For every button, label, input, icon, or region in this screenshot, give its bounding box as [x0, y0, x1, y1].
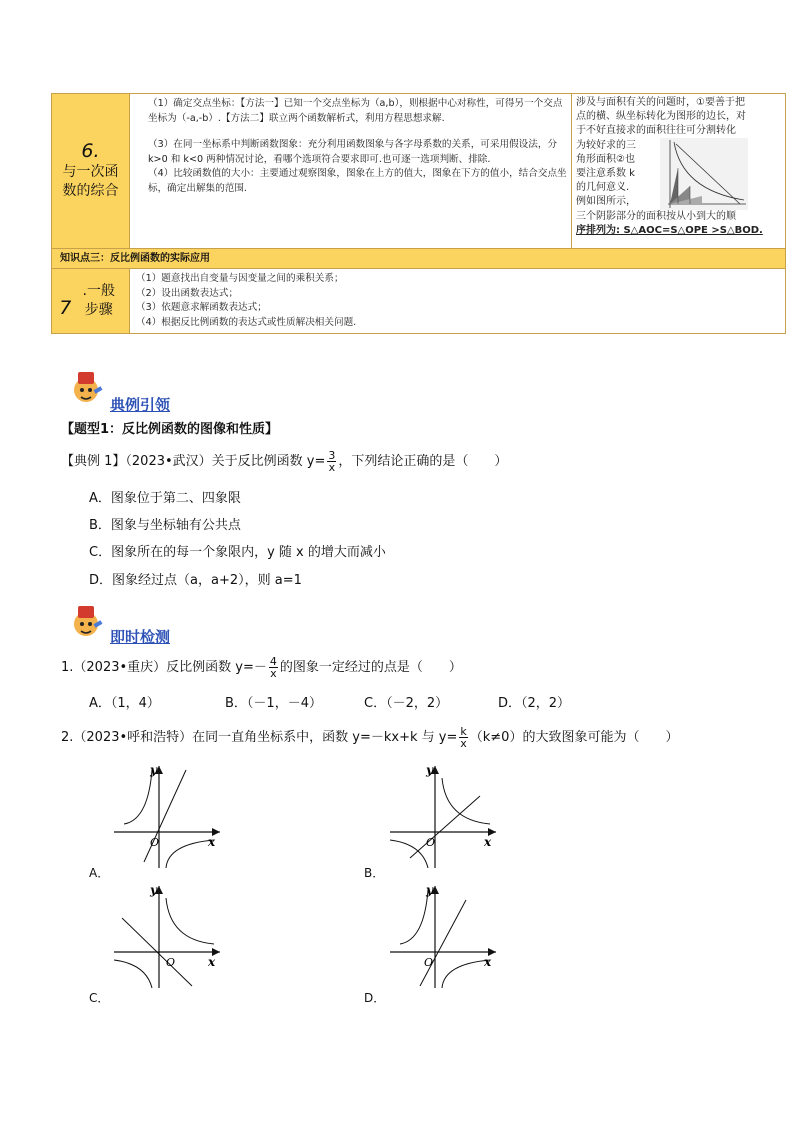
fraction-3-over-x [327, 450, 336, 473]
example-1-stem [61, 450, 507, 473]
area-figure [660, 138, 748, 210]
example-option-a: A．图象位于第二、四象限 [89, 491, 241, 506]
tip-line-4: 为较好求的三 [576, 139, 636, 151]
row6-number: 6. [81, 139, 100, 162]
topic-title: 【题型1：反比例函数的图像和性质】 [61, 422, 279, 437]
fraction-numerator: 3 [328, 449, 336, 462]
axis-label-y: y [150, 883, 157, 897]
axis-label-y: y [426, 883, 433, 897]
tip-line-7: 的几何意义. [576, 182, 630, 194]
q2-option-d: D． [364, 991, 386, 1005]
question-2-suffix: （k≠0）的大致图象可能为（ ） [469, 730, 679, 745]
row6-content [130, 94, 572, 249]
axis-label-x: x [484, 955, 492, 969]
q1-option-c: C．（－2，2） [364, 696, 449, 711]
fraction-denominator: x [460, 737, 467, 750]
question-2-prefix: 2.（2023•呼和浩特）在同一直角坐标系中，函数 y=－kx+k 与 y= [61, 730, 458, 745]
row7-item-3: （3）依题意求解函数表达式； [136, 302, 267, 313]
origin-label: O [426, 836, 436, 849]
graph-a [104, 762, 224, 872]
row7-content [130, 269, 786, 334]
fraction-denominator: x [328, 461, 336, 474]
row7-item-1: （1）题意找出自变量与因变量之间的乘积关系； [136, 273, 344, 284]
tip-line-6: 要注意系数 k [576, 168, 635, 180]
example-option-c: C．图象所在的每一个象限内，y 随 x 的增大而减小 [89, 545, 386, 560]
q1-option-b: B．（－1，－4） [225, 696, 322, 711]
pencil-mascot-icon-2 [70, 604, 104, 642]
row6-item-3: （3）在同一坐标系中判断函数图象：充分利用函数图象与各字母系数的关系，可采用假设法，分 k>0 和 k<0 两种情况讨论，看哪个选项符合要求即可.也可逐一选项判断、排除. [148, 139, 558, 165]
row7-label [52, 269, 130, 334]
tip-line-9: 三个阴影部分的面积按从小到大的顺 [576, 210, 736, 222]
example-1-prefix: 【典例 1】（2023•武汉）关于反比例函数 y= [61, 454, 326, 469]
graph-b [380, 762, 500, 872]
q1-option-a: A．（1，4） [89, 696, 160, 711]
row6-label [52, 94, 130, 249]
section-heading-check: 即时检测 [110, 628, 171, 646]
q2-option-b: B． [364, 866, 385, 880]
axis-label-x: x [208, 955, 216, 969]
origin-label: O [166, 956, 176, 969]
tip-line-2: 点的横、纵坐标转化为图形的边长，对 [576, 111, 746, 123]
axis-label-y: y [426, 763, 433, 777]
tip-line-5: 角形面积②也 [576, 153, 635, 165]
fraction-numerator: k [460, 725, 467, 738]
fraction-numerator: 4 [269, 655, 277, 668]
tip-line-1: 涉及与面积有关的问题时，①要善于把 [576, 97, 745, 108]
q1-option-d: D．（2，2） [498, 696, 571, 711]
question-1-prefix: 1.（2023•重庆）反比例函数 y=－ [61, 660, 267, 675]
q2-option-a: A． [89, 866, 110, 880]
pencil-mascot-icon [70, 370, 104, 408]
tip-line-3: 于不好直接求的面积往往可分割转化 [576, 125, 736, 137]
example-option-b: B．图象与坐标轴有公共点 [89, 518, 241, 533]
example-option-d: D．图象经过点（a，a+2），则 a=1 [89, 573, 302, 588]
row7-title: .一般步骤 [82, 283, 115, 318]
example-1-suffix: ，下列结论正确的是（ ） [338, 454, 508, 469]
row7-item-2: （2）设出函数表达式； [136, 287, 239, 299]
graph-d [380, 882, 500, 992]
row7-item-4: （4）根据反比例函数的表达式或性质解决相关问题. [136, 316, 357, 328]
row7-number: 7 [59, 297, 72, 319]
origin-label: O [150, 836, 160, 849]
graph-c [104, 882, 224, 992]
question-1-stem [61, 656, 462, 679]
fraction-k-over-x [459, 726, 467, 749]
row6-title: 与一次函数的综合 [62, 163, 119, 199]
question-2-stem [61, 726, 678, 749]
fraction-denominator: x [270, 667, 277, 680]
section-heading-examples: 典例引领 [110, 396, 171, 414]
fraction-4-over-x [269, 656, 278, 679]
summary-table [51, 93, 786, 334]
axis-label-x: x [208, 835, 216, 849]
row6-tip [572, 94, 786, 249]
row6-item-1: （1）确定交点坐标：【方法一】已知一个交点坐标为（a,b），则根据中心对称性，可得另一个交点坐标为（-a,-b）.【方法二】联立两个函数解析式，利用方程思想求解. [148, 98, 563, 124]
row6-item-4: （4）比较函数值的大小：主要通过观察图象，图象在上方的值大，图象在下方的值小，结合交点坐标，确定出解集的范围. [148, 168, 567, 194]
tip-line-10: 序排列为: S△AOC=S△OPE >S△BOD. [576, 224, 763, 236]
axis-label-x: x [484, 835, 492, 849]
question-1-suffix: 的图象一定经过的点是（ ） [279, 660, 462, 675]
knowledge-band: 知识点三：反比例函数的实际应用 [52, 249, 786, 269]
q2-option-c: C． [89, 991, 110, 1005]
tip-line-8: 例如图所示， [576, 196, 636, 208]
origin-label: O [424, 956, 434, 969]
axis-label-y: y [150, 763, 157, 777]
